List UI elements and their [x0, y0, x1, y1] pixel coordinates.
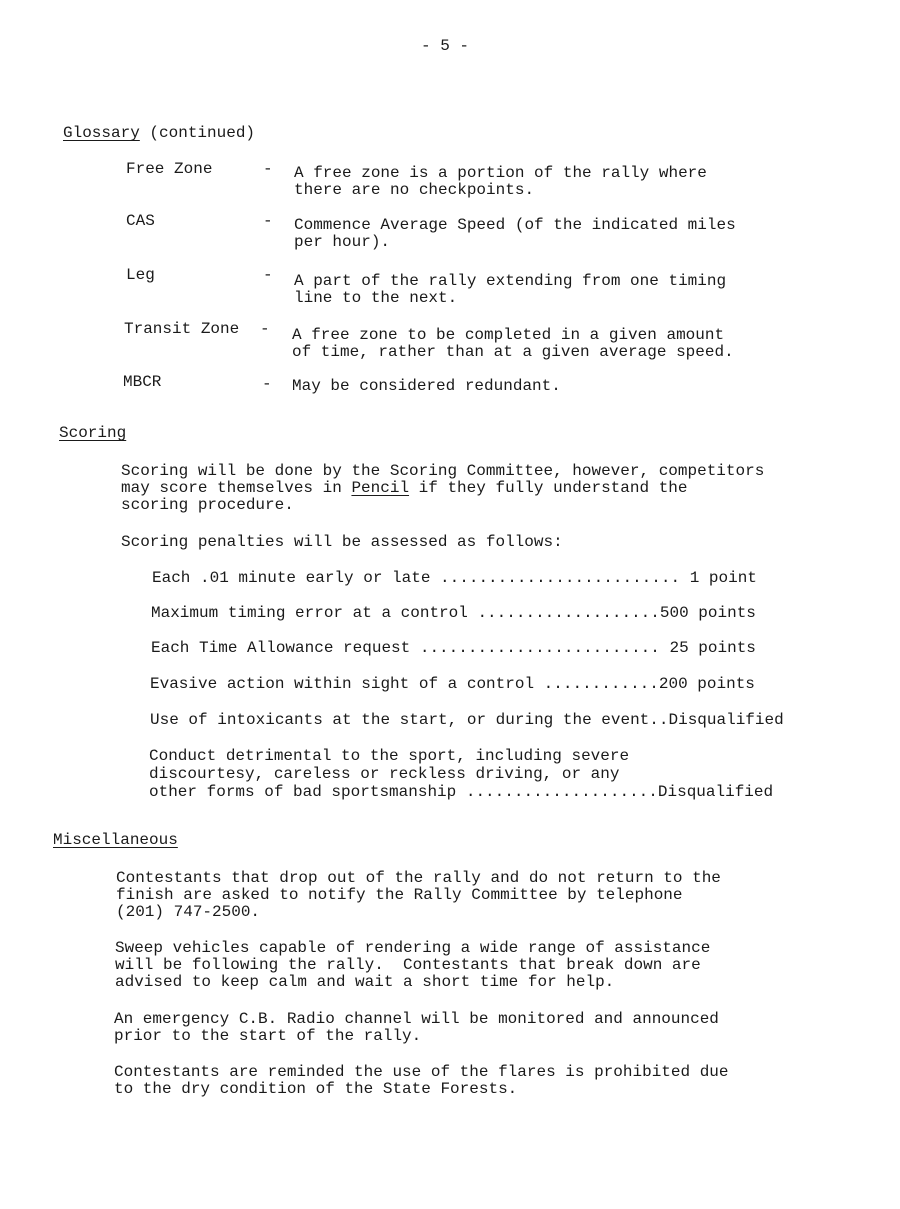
scoring-intro-line: scoring procedure.: [121, 496, 294, 514]
misc-paragraph: An emergency C.B. Radio channel will be monitored and announced prior to the start of the rally.: [114, 1010, 719, 1045]
miscellaneous-heading-text: Miscellaneous: [53, 831, 178, 849]
glossary-dash: -: [263, 212, 273, 230]
scoring-heading-text: Scoring: [59, 424, 127, 442]
misc-paragraph: Sweep vehicles capable of rendering a wide range of assistance will be following the rally. Contestants that break down are advised to keep calm and wait a short time for help.: [115, 939, 711, 991]
penalty-item: Use of intoxicants at the start, or during the event..Disqualified: [150, 711, 784, 729]
page-number: - 5 -: [421, 37, 470, 55]
glossary-dash: -: [263, 266, 273, 284]
scoring-heading: [59, 425, 126, 442]
miscellaneous-heading: [53, 832, 178, 849]
misc-paragraph: Contestants are reminded the use of the flares is prohibited due to the dry condition of the State Forests.: [114, 1063, 729, 1098]
penalty-item: Conduct detrimental to the sport, including severe discourtesy, careless or reckless driving, or any other forms of bad sportsmanship ....................Disqualified: [149, 747, 774, 801]
glossary-dash: -: [263, 160, 273, 178]
penalty-item: Each .01 minute early or late ......................... 1 point: [152, 569, 757, 587]
glossary-term: Transit Zone: [124, 320, 240, 338]
glossary-heading-text: Glossary: [63, 124, 140, 142]
pencil-emphasis: Pencil: [351, 479, 410, 497]
scoring-intro-line: Scoring will be done by the Scoring Committee, however, competitors: [121, 462, 765, 480]
glossary-definition: Commence Average Speed (of the indicated miles per hour).: [294, 216, 736, 251]
glossary-term: MBCR: [123, 373, 162, 391]
glossary-definition: A part of the rally extending from one timing line to the next.: [294, 272, 727, 307]
penalty-item: Each Time Allowance request ......................... 25 points: [151, 639, 756, 657]
misc-paragraph: Contestants that drop out of the rally and do not return to the finish are asked to notify the Rally Committee by telephone (201) 747-2500.: [116, 869, 721, 921]
glossary-dash: -: [262, 375, 272, 393]
glossary-heading: [63, 125, 255, 142]
scoring-intro: [121, 463, 764, 514]
scoring-intro-text: if they fully understand the: [409, 479, 688, 497]
glossary-term: Free Zone: [126, 160, 213, 178]
scoring-intro-text: may score themselves in: [121, 479, 352, 497]
glossary-definition: May be considered redundant.: [292, 377, 561, 395]
penalty-item: Maximum timing error at a control ...................500 points: [151, 604, 756, 622]
glossary-term: Leg: [126, 266, 155, 284]
glossary-definition: A free zone is a portion of the rally where there are no checkpoints.: [294, 164, 707, 199]
glossary-term: CAS: [126, 212, 155, 230]
scoring-intro-line: [121, 480, 764, 497]
penalty-item: Evasive action within sight of a control ............200 points: [150, 675, 755, 693]
glossary-definition: A free zone to be completed in a given amount of time, rather than at a given average speed.: [292, 326, 734, 361]
glossary-dash: -: [260, 320, 270, 338]
glossary-heading-suffix: (continued): [139, 124, 256, 142]
penalties-intro: Scoring penalties will be assessed as follows:: [121, 533, 563, 551]
